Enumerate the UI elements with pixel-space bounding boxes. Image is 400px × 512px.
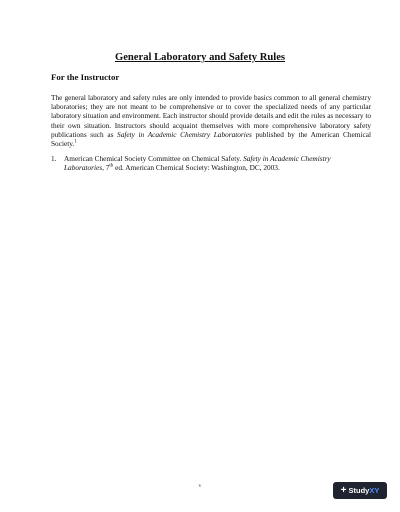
reference-edition: , 7 <box>102 163 110 173</box>
instructor-paragraph <box>51 93 371 148</box>
reference-item <box>51 154 371 172</box>
page-title: General Laboratory and Safety Rules <box>114 52 286 63</box>
reference-edition-suffix: th <box>109 163 114 169</box>
reference-publisher: ed. American Chemical Society: Washington, DC, 2003. <box>113 163 280 173</box>
reference-text <box>64 154 371 172</box>
reference-number: 1. <box>51 154 57 163</box>
footnote-marker: 1 <box>74 139 77 145</box>
reference-author: American Chemical Society Committee on Chemical Safety. <box>64 154 244 163</box>
paragraph-text: The general laboratory and safety rules are only intended to provide basics common to all general chemistry laboratories; they are not meant to be comprehensive or to cover the specialized needs of any particular laboratory situation and environment. Each instructor should provide details and edit the rules as necessary to their own situation. Instructors should acquaint themselves with more comprehensive laboratory safety publications such as <box>51 93 371 139</box>
page-number: v <box>198 483 202 489</box>
section-heading: For the Instructor <box>51 72 120 82</box>
watermark-brand-accent: XY <box>369 486 380 495</box>
reference-italic-title: Safety in Academic Chemistry Laboratories <box>64 154 331 173</box>
plus-icon: + <box>340 484 347 496</box>
studyxy-watermark <box>333 482 387 499</box>
paragraph-italic-title: Safety in Academic Chemistry Laboratories <box>117 129 252 139</box>
watermark-brand: Study <box>348 486 370 495</box>
paragraph-text-end: published by the American Chemical Society. <box>51 129 371 149</box>
